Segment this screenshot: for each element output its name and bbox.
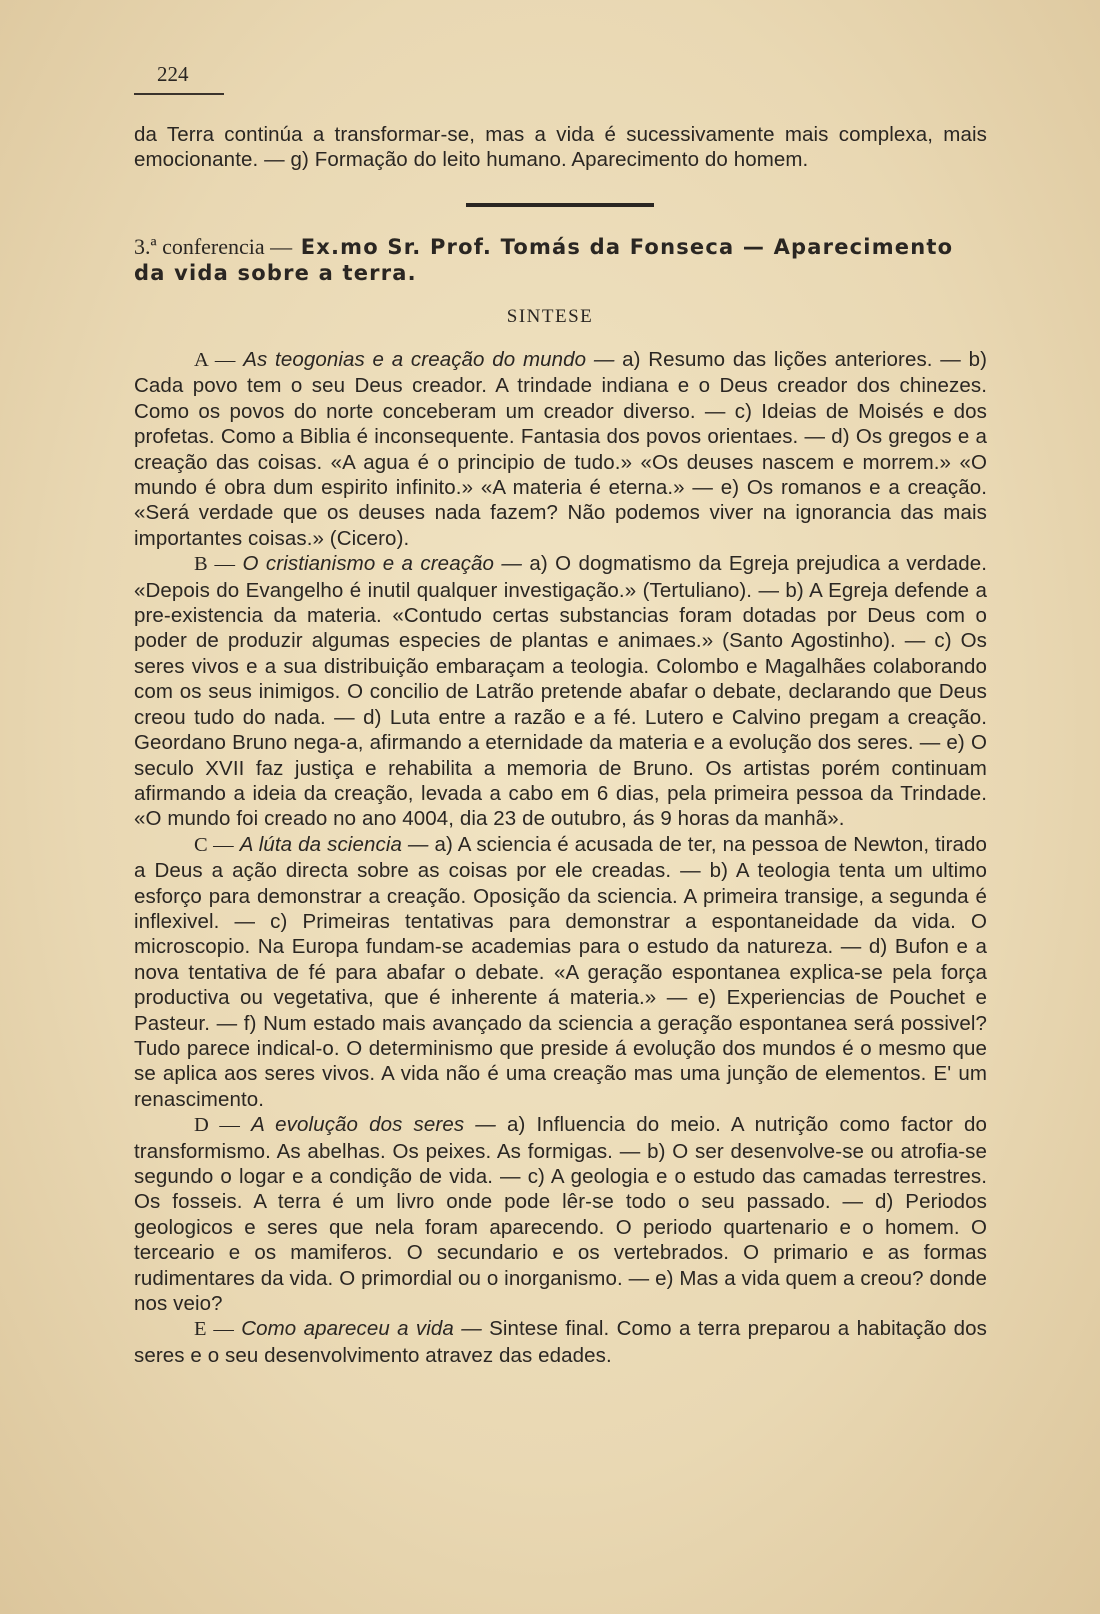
section-letter: E — xyxy=(194,1318,234,1341)
section-heading: As teogonias e a creação do mundo — xyxy=(243,348,615,371)
sintese-heading: SINTESE xyxy=(506,306,594,327)
section-divider xyxy=(466,203,654,207)
section-heading: Como apareceu a vida — xyxy=(241,1317,482,1341)
section-c xyxy=(134,832,987,1112)
section-heading: O cristianismo e a creação — xyxy=(242,552,522,576)
section-letter: B — xyxy=(194,553,236,576)
page-number: 224 xyxy=(157,62,189,86)
intro-text: da Terra continúa a transformar-se, mas a vida é sucessivamente mais complexa, mais emocionante. — g) Formação do leito humano. Aparecimento do homem. xyxy=(134,123,987,172)
section-letter: D — xyxy=(194,1114,241,1137)
section-heading: A evolução dos seres — xyxy=(251,1113,496,1137)
section-text: a) Resumo das lições anteriores. — b) Cada povo tem o seu Deus creador. A trindade indiana e o Deus creador dos chinezes. Como os povos do norte conceberam um creador diverso. — c) Ideias de Moisés e dos profetas. Como a Biblia é inconsequente. Fantasia dos povos orientaes. — d) Os gregos e a creação das coisas. «A agua é o principio de tudo.» «Os deuses nascem e morrem.» «O mundo é obra dum espirito infinito.» «A materia é eterna.» — e) Os romanos e a creação. «Será verdade que os deuses nada fazem? Não podemos viver na ignorancia das mais importantes coisas.» (Cicero). xyxy=(134,348,988,550)
conference-number: 3.ª conferencia — xyxy=(134,234,293,259)
intro-paragraph xyxy=(134,122,987,173)
section-text: a) Influencia do meio. A nutrição como factor do transformismo. As abelhas. Os peixes. As formigas. — b) O ser desenvolve-se ou atrofia-se segundo o logar e a condição de vida. — c) A geologia e o estudo das camadas terrestres. Os fosseis. A terra é um livro onde pode lêr-se todo o seu passado. — d) Periodos geologicos e seres que nela foram aparecendo. O periodo quartenario e o homem. O tercеario e os mamiferos. O secundario e os vertebrados. O primario e as formas rudimentares da vida. O primordial ou o inorganismo. — e) Mas a vida quem a creou? donde nos veio? xyxy=(134,1113,988,1316)
sintese-body xyxy=(134,347,987,1368)
section-heading: A lúta da sciencia — xyxy=(239,832,429,856)
section-text: Sintese final. Como a terra preparou a habitação dos seres e o seu desenvolvimento atravez das edades. xyxy=(134,1317,988,1367)
conference-title: Ex.mo Sr. Prof. Tomás da Fonseca — Aparecimento da vida sobre a terra. xyxy=(134,235,954,285)
section-a xyxy=(134,347,987,551)
section-b xyxy=(134,551,987,831)
page-number-rule xyxy=(134,93,224,95)
section-text: a) O dogmatismo da Egreja prejudica a verdade. «Depois do Evangelho é inutil qualquer investigação.» (Tertuliano). — b) A Egreja defende a pre-existencia da materia. «Contudo certas substancias foram dotadas por Deus com o poder de produzir algumas especies de plantas e animaes.» (Santo Agostinho). — c) Os seres vivos e a sua distribuição embaraçam a teologia. Colombo e Magalhães colaborando com os seus inimigos. O concilio de Latrão pretende abafar o debate, declarando que Deus creou tudo do nada. — d) Luta entre a razão e a fé. Lutero e Calvino pregam a creação. Geordano Bruno nega-a, afirmando a eternidade da materia e a evolução dos seres. — e) O seculo XVII faz justiça e rehabilita a memoria de Bruno. Os artistas porém continuam afirmando a ideia da creação, levada a cabo em 6 dias, pela primeira pessoa da Trindade. «O mundo foi creado no ano 4004, dia 23 de outubro, ás 9 horas da manhã». xyxy=(134,552,987,831)
section-d xyxy=(134,1112,987,1316)
section-text: a) A sciencia é acusada de ter, na pessoa de Newton, tirado a Deus a ação directa sobre as coisas por ele creadas. — b) A teologia tenta um ultimo esforço para demonstrar a creação. Oposição da sciencia. A primeira transige, a segunda é inflexivel. — c) Primeiras tentativas para demonstrar a espontaneidade da vida. O microscopio. Na Europa fundam-se academias para o estudo da natureza. — d) Bufon e a nova tentativa de fé para abafar o debate. «A geração espontanea explica-se pela força productiva ou vegetativa, que é inherente á materia.» — e) Experiencias de Pouchet e Pasteur. — f) Num estado mais avançado da sciencia a geração espontanea será possivel? Tudo parece indical-o. O determinismo que preside á evolução dos mundos é o mesmo que se aplica aos seres vivos. A vida não é uma creação mas uma junção de elementos. E' um renascimento. xyxy=(134,832,987,1111)
section-letter: C — xyxy=(194,833,234,856)
conference-heading xyxy=(134,234,987,286)
section-e xyxy=(134,1316,987,1368)
section-letter: A — xyxy=(194,349,236,371)
